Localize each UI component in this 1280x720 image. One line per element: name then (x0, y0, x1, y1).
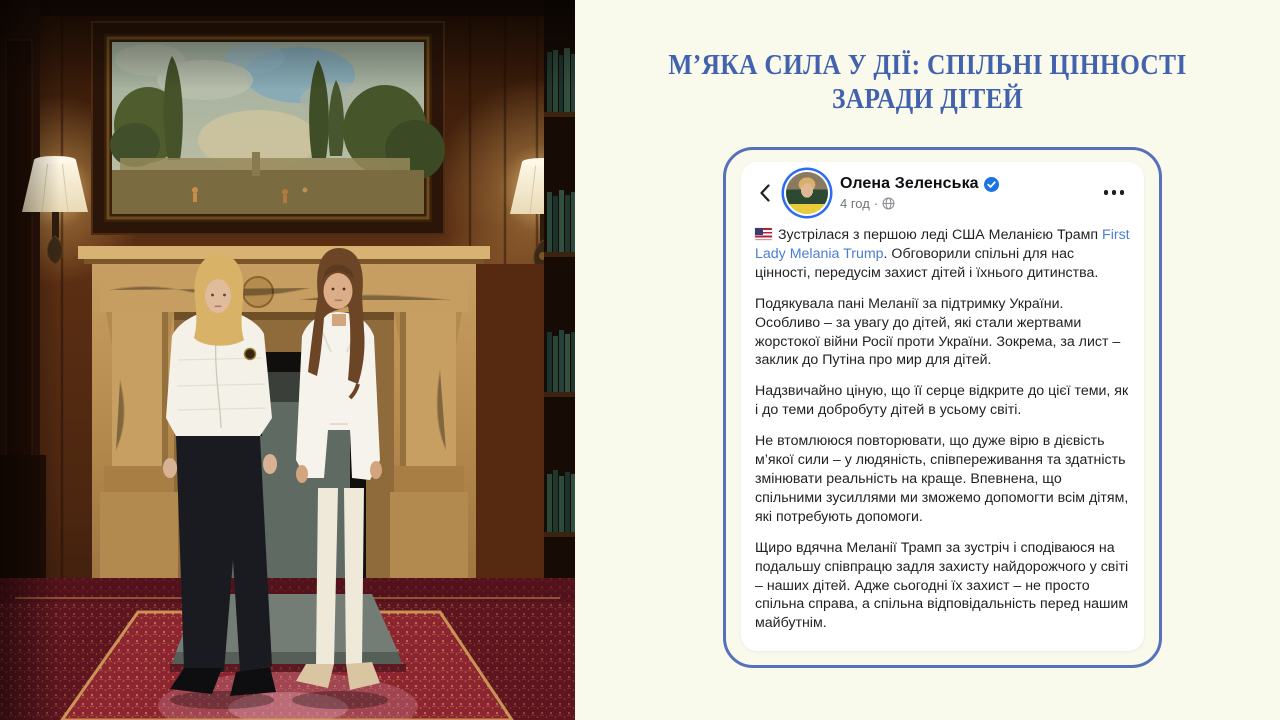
meta-separator: · (873, 196, 879, 211)
marble-fireplace (78, 246, 490, 594)
author-block (840, 175, 999, 211)
back-button[interactable] (753, 178, 777, 208)
tagged-page-link[interactable]: First Lady Melania Trump (755, 227, 1130, 262)
post-paragraph: Надзвичайно ціную, що її серце відкрите до цієї теми, як і до теми добробуту дітей в усьому світі. (755, 383, 1129, 419)
photo-first-ladies (0, 0, 575, 720)
post-text: Зустрілася з першою леді США Меланією Трамп (777, 227, 1099, 243)
photo-scene (0, 0, 575, 720)
avatar[interactable] (786, 172, 828, 214)
post-paragraph: Щиро вдячна Меланії Трамп за зустріч і сподіваюся на подальшу співпрацю задля захисту найдорожчого у світі – наших дітей. Адже сьогодні їх захист – не просто спільна справа, а спільна відповідальність перед нашим майбутнім. (755, 539, 1129, 632)
page-title-line2: ЗАРАДИ ДІТЕЙ (831, 83, 1023, 115)
more-options-button[interactable] (1100, 186, 1129, 199)
post-meta (840, 196, 999, 211)
verified-badge-icon (984, 177, 999, 192)
top-vignette (0, 0, 575, 90)
post-body (741, 220, 1144, 651)
post-paragraph (755, 226, 1132, 283)
facebook-post-card (723, 147, 1162, 668)
right-panel (575, 0, 1280, 720)
post-paragraph: Не втомлююся повторювати, що дуже вірю в дієвість м’якої сили – у людяність, співпереживання та здатність змінювати реальність на краще. Впевнена, що спільними зусиллями ми зможемо допомогти всім дітям, які потребують допомоги. (755, 433, 1129, 525)
post-text: . Обговорили спільні для нас цінності, передусім захист дітей і їхнього дитинства. (755, 245, 1099, 281)
ellipsis-icon (1104, 190, 1109, 195)
us-flag-icon (755, 228, 772, 240)
chevron-left-icon (757, 183, 773, 203)
globe-icon (882, 197, 895, 210)
page-title (617, 48, 1237, 116)
facebook-post (741, 162, 1144, 651)
post-header (741, 162, 1144, 220)
author-name[interactable]: Олена Зеленська (840, 175, 979, 192)
timestamp: 4 год (840, 196, 870, 211)
post-paragraph: Подякувала пані Меланії за підтримку України. Особливо – за увагу до дітей, які стали жертвами жорстокої війни Росії проти України. Зокрема, за лист – заклик до Путіна про мир для дітей. (755, 295, 1121, 369)
page-title-line1: М’ЯКА СИЛА У ДІЇ: СПІЛЬНІ ЦІННОСТІ (668, 49, 1187, 81)
left-vignette (0, 0, 60, 720)
